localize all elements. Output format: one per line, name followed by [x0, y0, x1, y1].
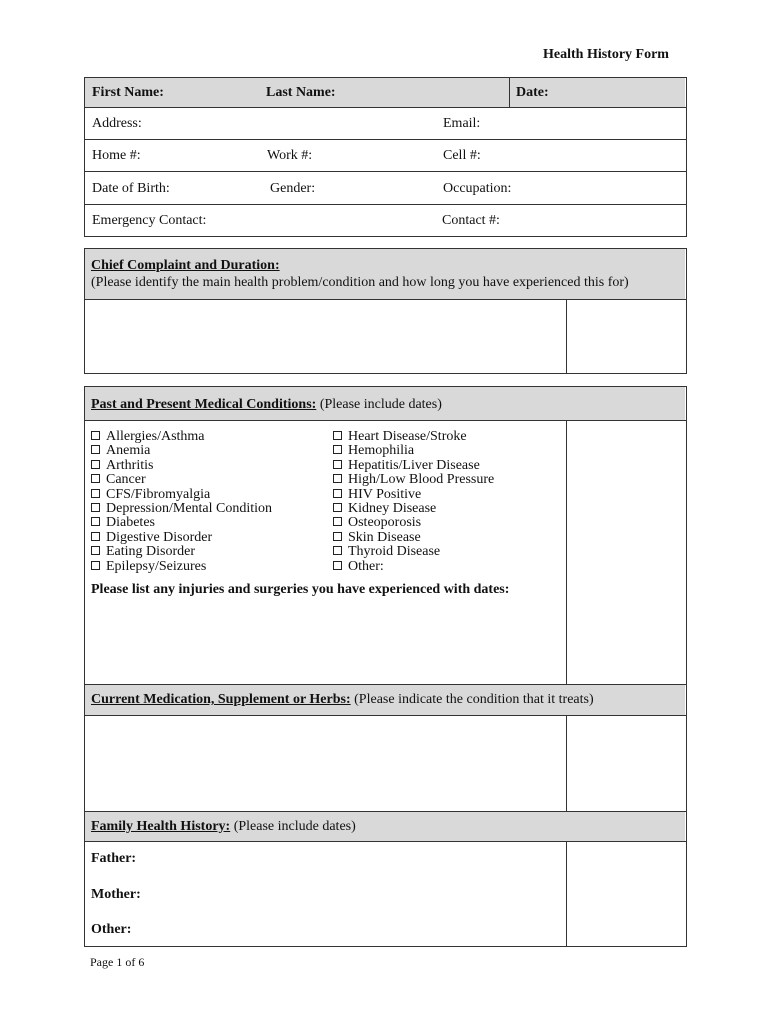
condition-item[interactable]: Other:: [333, 560, 494, 574]
checkbox[interactable]: [91, 503, 100, 512]
section-divider: [85, 299, 686, 300]
medication-heading: Current Medication, Supplement or Herbs:: [91, 692, 351, 707]
checkbox[interactable]: [91, 532, 100, 541]
checkbox[interactable]: [333, 517, 342, 526]
column-divider: [566, 841, 567, 946]
row-divider: [85, 107, 686, 108]
section-divider: [85, 420, 686, 421]
checkbox[interactable]: [333, 460, 342, 469]
date-field[interactable]: Date:: [516, 85, 549, 100]
conditions-dates-input[interactable]: [568, 422, 685, 682]
checkbox[interactable]: [333, 546, 342, 555]
medication-input[interactable]: [86, 717, 565, 809]
conditions-list-left: [91, 430, 272, 574]
condition-item[interactable]: Anemia: [91, 444, 272, 458]
condition-item[interactable]: Depression/Mental Condition: [91, 502, 272, 516]
gender-field[interactable]: Gender:: [270, 181, 316, 196]
father-field[interactable]: Father:: [91, 851, 137, 866]
condition-item[interactable]: Hemophilia: [333, 444, 494, 458]
checkbox[interactable]: [333, 445, 342, 454]
occupation-field[interactable]: Occupation:: [443, 181, 512, 196]
injuries-prompt: Please list any injuries and surgeries you have experienced with dates:: [91, 582, 510, 597]
condition-item[interactable]: Cancer: [91, 473, 272, 487]
row-divider: [85, 171, 686, 172]
injuries-input[interactable]: [86, 600, 565, 682]
address-field[interactable]: Address:: [92, 116, 142, 131]
checkbox[interactable]: [91, 460, 100, 469]
chief-complaint-input[interactable]: [86, 301, 565, 372]
work-phone-field[interactable]: Work #:: [267, 148, 313, 163]
condition-item[interactable]: Kidney Disease: [333, 502, 494, 516]
first-name-field[interactable]: First Name:: [92, 85, 164, 100]
family-heading: Family Health History:: [91, 819, 231, 834]
section-divider: [85, 684, 686, 685]
home-phone-field[interactable]: Home #:: [92, 148, 141, 163]
condition-item[interactable]: Epilepsy/Seizures: [91, 560, 272, 574]
page-number: Page 1 of 6: [90, 955, 145, 969]
checkbox[interactable]: [91, 489, 100, 498]
conditions-header: [91, 397, 442, 413]
checkbox[interactable]: [333, 431, 342, 440]
family-header: [91, 819, 356, 835]
condition-item[interactable]: Heart Disease/Stroke: [333, 430, 494, 444]
chief-complaint-instruction: (Please identify the main health problem/condition and how long you have experienced this for): [91, 275, 629, 290]
condition-item[interactable]: Diabetes: [91, 516, 272, 530]
conditions-list-right: [333, 430, 494, 574]
checkbox[interactable]: [333, 489, 342, 498]
conditions-heading: Past and Present Medical Conditions:: [91, 397, 317, 412]
section-divider: [85, 841, 686, 842]
personal-info-header-bg: [85, 78, 685, 107]
checkbox[interactable]: [91, 517, 100, 526]
medication-instruction: (Please indicate the condition that it treats): [354, 692, 594, 707]
family-instruction: (Please include dates): [233, 819, 356, 834]
checkbox[interactable]: [91, 431, 100, 440]
medication-header: [91, 692, 594, 708]
checkbox[interactable]: [333, 503, 342, 512]
checkbox[interactable]: [91, 445, 100, 454]
condition-item[interactable]: Skin Disease: [333, 531, 494, 545]
condition-item[interactable]: Hepatitis/Liver Disease: [333, 459, 494, 473]
column-divider: [566, 420, 567, 684]
email-field[interactable]: Email:: [443, 116, 481, 131]
checkbox[interactable]: [333, 474, 342, 483]
date-of-birth-field[interactable]: Date of Birth:: [92, 181, 170, 196]
condition-item[interactable]: Eating Disorder: [91, 545, 272, 559]
checkbox[interactable]: [91, 474, 100, 483]
condition-item[interactable]: Osteoporosis: [333, 516, 494, 530]
form-title: Health History Form: [543, 47, 669, 62]
condition-item[interactable]: CFS/Fibromyalgia: [91, 488, 272, 502]
row-divider: [85, 139, 686, 140]
emergency-contact-field[interactable]: Emergency Contact:: [92, 213, 207, 228]
family-dates-input[interactable]: [568, 843, 685, 945]
row-divider: [85, 204, 686, 205]
checkbox[interactable]: [333, 561, 342, 570]
conditions-instruction: (Please include dates): [319, 397, 442, 412]
condition-item[interactable]: Allergies/Asthma: [91, 430, 272, 444]
other-field[interactable]: Other:: [91, 922, 132, 937]
condition-item[interactable]: Arthritis: [91, 459, 272, 473]
last-name-field[interactable]: Last Name:: [266, 85, 336, 100]
condition-item[interactable]: Digestive Disorder: [91, 531, 272, 545]
checkbox[interactable]: [91, 546, 100, 555]
chief-complaint-duration-input[interactable]: [568, 301, 685, 372]
medication-condition-input[interactable]: [568, 717, 685, 809]
condition-item[interactable]: Thyroid Disease: [333, 545, 494, 559]
cell-phone-field[interactable]: Cell #:: [443, 148, 481, 163]
date-divider: [509, 78, 510, 107]
section-divider: [85, 811, 686, 812]
contact-number-field[interactable]: Contact #:: [442, 213, 500, 228]
condition-item[interactable]: HIV Positive: [333, 488, 494, 502]
chief-complaint-heading: Chief Complaint and Duration:: [91, 258, 280, 273]
mother-field[interactable]: Mother:: [91, 887, 141, 902]
column-divider: [566, 715, 567, 811]
column-divider: [566, 299, 567, 373]
checkbox[interactable]: [91, 561, 100, 570]
checkbox[interactable]: [333, 532, 342, 541]
section-divider: [85, 715, 686, 716]
condition-item[interactable]: High/Low Blood Pressure: [333, 473, 494, 487]
